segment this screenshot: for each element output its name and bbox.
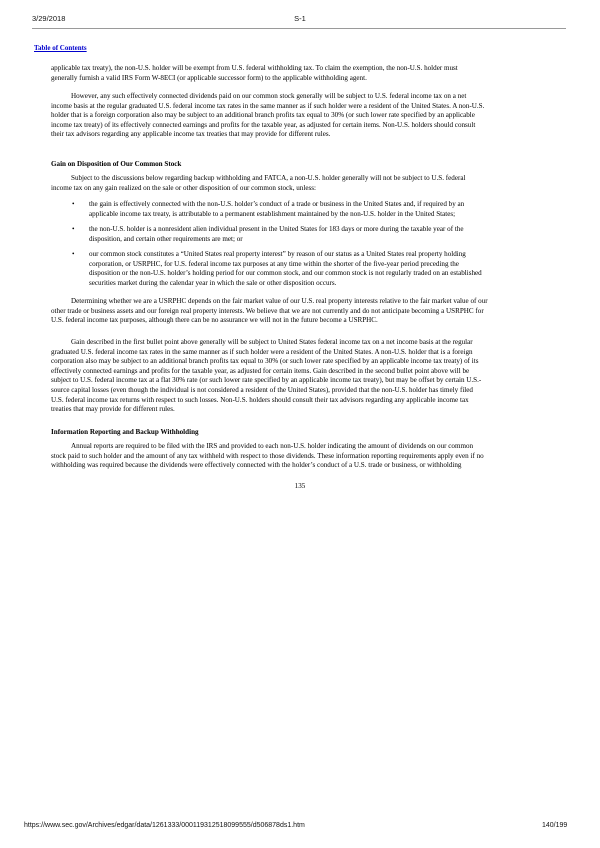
text-line: holder that is a foreign corporation also may be subject to an additional branch profits tax equal to 30% (or such lower rate specified by an applicable bbox=[51, 111, 475, 120]
text-line: income basis at the regular graduated U.S. federal income tax rates in the same manner as if such holder were a resident of the United States. A non-U.S. bbox=[51, 101, 485, 110]
section-heading-information-reporting bbox=[51, 428, 554, 438]
print-date: 3/29/2018 bbox=[32, 14, 66, 23]
text-line: subject to U.S. federal income tax at a flat 30% rate (or such lower rate specified by an applicable income tax treaty), but may be offset by certain U.S.- bbox=[51, 376, 482, 385]
footer-page-count: 140/199 bbox=[542, 822, 568, 829]
paragraph-withholding-exemption bbox=[51, 64, 554, 83]
header-rule bbox=[32, 28, 566, 29]
paragraph-effectively-connected-dividends bbox=[51, 92, 554, 140]
text-line: withholding was required because the dividends were effectively connected with the holder’s conduct of a U.S. trade or business, or withholding bbox=[51, 461, 462, 470]
heading-text: Information Reporting and Backup Withholding bbox=[51, 428, 199, 436]
text-line: the gain is effectively connected with the non-U.S. holder’s conduct of a trade or business in the United States and, if required by an bbox=[89, 200, 465, 208]
bullet-marker: • bbox=[72, 225, 75, 233]
text-line: the non-U.S. holder is a nonresident alien individual present in the United States for 183 days or more during the taxable year of the bbox=[89, 225, 464, 233]
text-line: graduated U.S. federal income tax rates in the same manner as if such holder were a resident of the United States. A non-U.S. holder that is a foreign bbox=[51, 347, 473, 356]
text-line: other trade or business assets and our foreign real property interests. We believe that we are not currently and do not anticipate becoming a USRPHC for bbox=[51, 306, 484, 315]
text-line: stock paid to such holder and the amount of any tax withheld with respect to those dividends. These information reporting requirements apply even if no bbox=[51, 451, 484, 460]
text-line: corporation, or USRPHC, for U.S. federal income tax purposes at any time within the shorter of the five-year period preceding the bbox=[89, 259, 459, 268]
heading-text: Gain on Disposition of Our Common Stock bbox=[51, 160, 182, 168]
text-line: treaties that may provide for different rules. bbox=[51, 405, 175, 414]
paragraph-annual-reports bbox=[51, 442, 554, 471]
text-line: U.S. federal income tax purposes, although there can be no assurance we will not in the future become a USRPHC. bbox=[51, 316, 378, 325]
page-number: 135 bbox=[294, 482, 306, 490]
text-line: effectively connected earnings and profits for the taxable year, as adjusted for certain items. Gain described in the second bullet point above will be bbox=[51, 366, 470, 375]
text-line: corporation also may be subject to an additional branch profits tax equal to 30% (or such lower rate specified by an applicable income tax treaty) of its bbox=[51, 357, 479, 366]
text-line: source capital losses (even though the individual is not considered a resident of the United States), provided that the non-U.S. holder has timely filed bbox=[51, 385, 473, 394]
text-line: Determining whether we are a USRPHC depends on the fair market value of our U.S. real property interests relative to the fair market value of our bbox=[71, 297, 488, 305]
text-line: our common stock constitutes a “United States real property interest” by reason of our status as a United States real property holding bbox=[89, 250, 466, 258]
text-line: U.S. federal income tax returns with respect to such losses. Non-U.S. holders should consult their tax advisors regarding any applicable income tax bbox=[51, 395, 469, 404]
bullet-marker: • bbox=[72, 200, 75, 208]
text-line: disposition, and certain other requirements are met; or bbox=[89, 234, 243, 243]
footer-url: https://www.sec.gov/Archives/edgar/data/1261333/000119312518099555/d506878ds1.htm bbox=[24, 822, 305, 829]
text-line: their tax advisors regarding any applicable income tax treaties that may provide for different rules. bbox=[51, 130, 331, 139]
text-line: income tax treaty) of its effectively connected earnings and profits for the taxable year, as adjusted for certain items. Non-U.S. holders should consult bbox=[51, 120, 476, 129]
text-line: Gain described in the first bullet point above generally will be subject to United States federal income tax on a net income basis at the regular bbox=[71, 338, 473, 346]
paragraph-gain-intro bbox=[51, 174, 554, 193]
text-line: Subject to the discussions below regarding backup withholding and FATCA, a non-U.S. holder generally will not be subject to U.S. federal bbox=[71, 174, 466, 182]
bullet-marker: • bbox=[72, 250, 75, 258]
text-line: securities market during the calendar year in which the sale or other disposition occurs. bbox=[89, 278, 337, 287]
text-line: Annual reports are required to be filed with the IRS and provided to each non-U.S. holder indicating the amount of dividends on our common bbox=[71, 442, 474, 450]
document-title: S-1 bbox=[294, 14, 306, 23]
table-of-contents-link[interactable]: Table of Contents bbox=[34, 44, 87, 52]
text-line: generally furnish a valid IRS Form W-8ECI (or applicable successor form) to the applicable withholding agent. bbox=[51, 73, 367, 82]
text-line: disposition or the non-U.S. holder’s holding period for our common stock, and our common stock is not regularly traded on an established bbox=[89, 269, 482, 278]
paragraph-usrphc bbox=[51, 297, 554, 326]
paragraph-gain-described bbox=[51, 338, 554, 415]
section-heading-gain-on-disposition bbox=[51, 160, 554, 170]
text-line: income tax on any gain realized on the sale or other disposition of our common stock, unless: bbox=[51, 183, 316, 192]
text-line: However, any such effectively connected dividends paid on our common stock generally will be subject to U.S. federal income tax on a net bbox=[71, 92, 467, 100]
text-line: applicable tax treaty), the non-U.S. holder will be exempt from U.S. federal withholding tax. To claim the exemption, the non-U.S. holder must bbox=[51, 64, 458, 72]
bullet-list bbox=[51, 200, 554, 300]
text-line: applicable income tax treaty, is attributable to a permanent establishment maintained by the non-U.S. holder in the United States; bbox=[89, 209, 456, 218]
